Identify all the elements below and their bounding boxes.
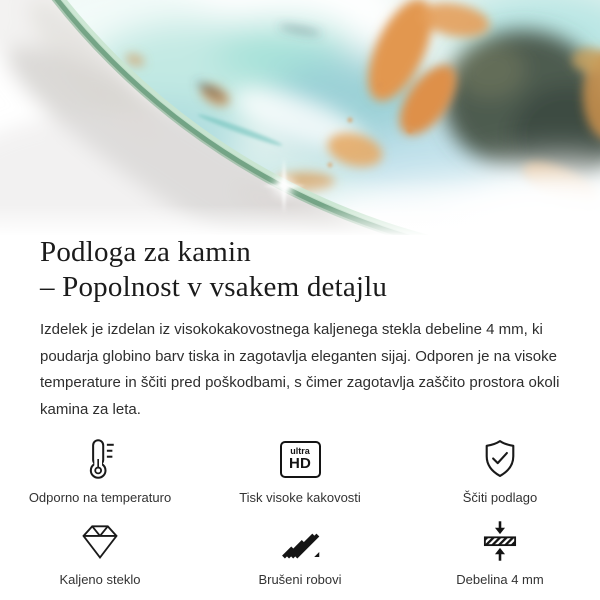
glass-panel-illustration (0, 0, 600, 235)
feature-label: Odporno na temperaturo (28, 490, 172, 505)
feature-label: Debelina 4 mm (456, 572, 544, 587)
ultra-hd-icon (280, 436, 321, 482)
feature-item-polished-edges (200, 518, 400, 587)
product-photo (0, 0, 600, 235)
feature-label: Kaljeno steklo (59, 572, 141, 587)
feature-label: Brušeni robovi (258, 572, 342, 587)
shield-check-icon (478, 436, 522, 482)
feature-label: Ščiti podlago (462, 490, 538, 505)
feature-label: Tisk visoke kakovosti (239, 490, 361, 505)
feature-item-tempered-glass (0, 518, 200, 587)
product-description: Izdelek je izdelan iz visokokakovostnega kaljenega stekla debeline 4 mm, ki poudarja globino barv tiska in zagotavlja eleganten sijaj. Odporen je na visoke temperature in ščiti pred poškodbami, s čimer zagotavlja zaščito prostora okoli kamina za leta. (40, 321, 560, 418)
thickness-icon (478, 518, 522, 564)
feature-item-print-quality (200, 436, 400, 505)
feature-item-protection (400, 436, 600, 505)
feature-grid (0, 436, 600, 587)
polished-edges-icon (278, 518, 322, 564)
ultra-hd-icon-text-top: ultra (290, 446, 310, 456)
page-title (40, 235, 570, 305)
page-title-line2: – Popolnost v vsakem detajlu (40, 271, 388, 303)
thermometer-icon (78, 436, 122, 482)
page-title-line1: Podloga za kamin (40, 236, 251, 268)
diamond-icon (78, 518, 122, 564)
feature-item-thickness (400, 518, 600, 587)
feature-item-temperature (0, 436, 200, 505)
ultra-hd-icon-text-bottom: HD (288, 455, 312, 472)
